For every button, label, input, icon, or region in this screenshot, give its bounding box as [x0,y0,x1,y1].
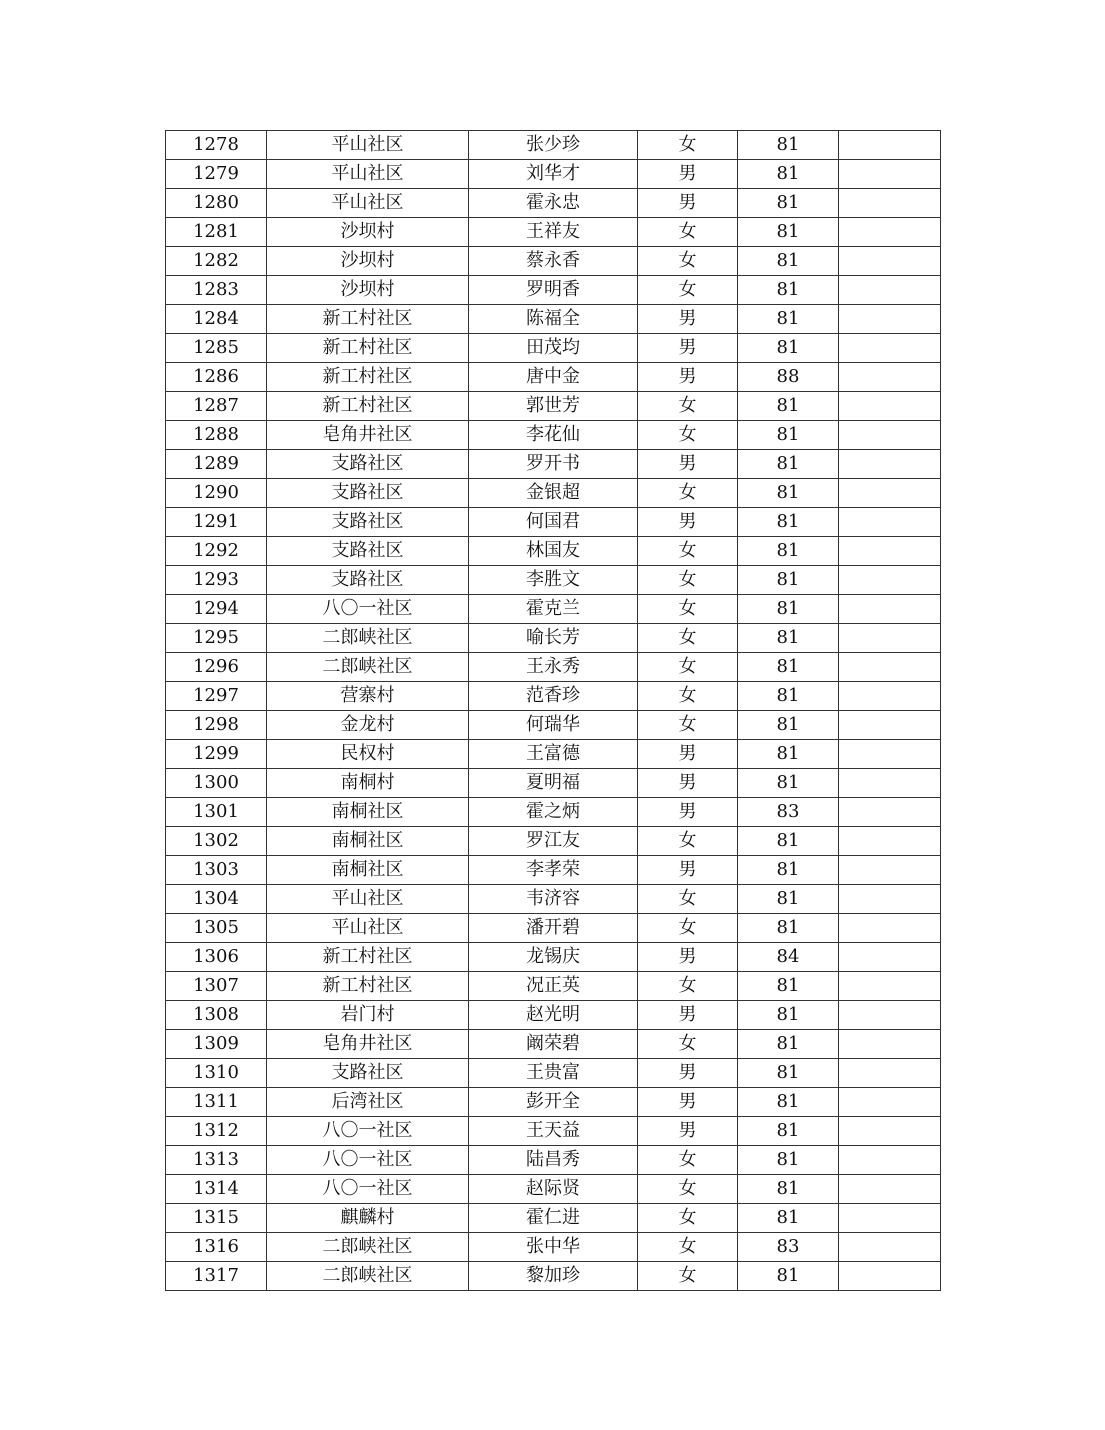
community-cell: 八〇一社区 [267,1175,469,1204]
age-cell: 81 [738,972,839,1001]
community-cell: 沙坝村 [267,276,469,305]
name-cell: 林国友 [469,537,638,566]
remark-cell [839,189,941,218]
name-cell: 王贵富 [469,1059,638,1088]
community-cell: 后湾社区 [267,1088,469,1117]
community-cell: 民权村 [267,740,469,769]
remark-cell [839,827,941,856]
age-cell: 81 [738,421,839,450]
remark-cell [839,421,941,450]
table-row [166,363,941,392]
serial-number-cell: 1284 [166,305,267,334]
serial-number-cell: 1289 [166,450,267,479]
age-cell: 81 [738,189,839,218]
remark-cell [839,131,941,160]
gender-cell: 女 [638,653,738,682]
serial-number-cell: 1317 [166,1262,267,1291]
gender-cell: 女 [638,1204,738,1233]
serial-number-cell: 1315 [166,1204,267,1233]
gender-cell: 女 [638,1175,738,1204]
remark-cell [839,392,941,421]
age-cell: 81 [738,131,839,160]
table-row [166,1001,941,1030]
name-cell: 霍永忠 [469,189,638,218]
remark-cell [839,1233,941,1262]
age-cell: 81 [738,1146,839,1175]
name-cell: 蔡永香 [469,247,638,276]
table-row [166,537,941,566]
gender-cell: 女 [638,392,738,421]
community-cell: 营寨村 [267,682,469,711]
remark-cell [839,450,941,479]
name-cell: 彭开全 [469,1088,638,1117]
remark-cell [839,247,941,276]
table-row [166,1059,941,1088]
table-row [166,798,941,827]
serial-number-cell: 1296 [166,653,267,682]
table-row [166,479,941,508]
remark-cell [839,798,941,827]
remark-cell [839,711,941,740]
age-cell: 81 [738,856,839,885]
table-row [166,450,941,479]
serial-number-cell: 1310 [166,1059,267,1088]
gender-cell: 女 [638,914,738,943]
community-cell: 岩门村 [267,1001,469,1030]
remark-cell [839,769,941,798]
table-row [166,566,941,595]
age-cell: 81 [738,914,839,943]
table-row [166,160,941,189]
age-cell: 81 [738,1175,839,1204]
name-cell: 李花仙 [469,421,638,450]
serial-number-cell: 1293 [166,566,267,595]
community-cell: 皂角井社区 [267,1030,469,1059]
serial-number-cell: 1290 [166,479,267,508]
elderly-roster-table [165,130,941,1291]
table-row [166,914,941,943]
gender-cell: 男 [638,798,738,827]
table-row [166,1030,941,1059]
serial-number-cell: 1279 [166,160,267,189]
name-cell: 王富德 [469,740,638,769]
gender-cell: 女 [638,247,738,276]
name-cell: 夏明福 [469,769,638,798]
table-row [166,1204,941,1233]
name-cell: 喻长芳 [469,624,638,653]
remark-cell [839,624,941,653]
community-cell: 支路社区 [267,479,469,508]
table-row [166,1146,941,1175]
name-cell: 金银超 [469,479,638,508]
table-row [166,943,941,972]
remark-cell [839,1204,941,1233]
serial-number-cell: 1301 [166,798,267,827]
gender-cell: 女 [638,1146,738,1175]
age-cell: 81 [738,537,839,566]
table-row [166,740,941,769]
community-cell: 平山社区 [267,160,469,189]
table-row [166,131,941,160]
serial-number-cell: 1298 [166,711,267,740]
table-row [166,827,941,856]
serial-number-cell: 1282 [166,247,267,276]
name-cell: 陆昌秀 [469,1146,638,1175]
age-cell: 81 [738,885,839,914]
age-cell: 81 [738,479,839,508]
age-cell: 81 [738,334,839,363]
gender-cell: 男 [638,740,738,769]
community-cell: 南桐社区 [267,798,469,827]
community-cell: 支路社区 [267,508,469,537]
table-row [166,305,941,334]
gender-cell: 女 [638,131,738,160]
name-cell: 霍仁进 [469,1204,638,1233]
serial-number-cell: 1304 [166,885,267,914]
gender-cell: 女 [638,711,738,740]
name-cell: 李孝荣 [469,856,638,885]
community-cell: 新工村社区 [267,305,469,334]
gender-cell: 女 [638,624,738,653]
gender-cell: 男 [638,1001,738,1030]
name-cell: 况正英 [469,972,638,1001]
name-cell: 王祥友 [469,218,638,247]
community-cell: 八〇一社区 [267,1117,469,1146]
serial-number-cell: 1306 [166,943,267,972]
remark-cell [839,740,941,769]
community-cell: 新工村社区 [267,334,469,363]
gender-cell: 女 [638,479,738,508]
community-cell: 沙坝村 [267,218,469,247]
gender-cell: 女 [638,566,738,595]
serial-number-cell: 1307 [166,972,267,1001]
table-row [166,189,941,218]
age-cell: 81 [738,624,839,653]
gender-cell: 女 [638,537,738,566]
serial-number-cell: 1285 [166,334,267,363]
age-cell: 81 [738,1262,839,1291]
name-cell: 阚荣碧 [469,1030,638,1059]
gender-cell: 男 [638,305,738,334]
age-cell: 81 [738,740,839,769]
table-row [166,1233,941,1262]
gender-cell: 女 [638,972,738,1001]
age-cell: 81 [738,218,839,247]
community-cell: 支路社区 [267,450,469,479]
remark-cell [839,653,941,682]
remark-cell [839,595,941,624]
name-cell: 赵际贤 [469,1175,638,1204]
gender-cell: 男 [638,508,738,537]
remark-cell [839,1262,941,1291]
community-cell: 平山社区 [267,131,469,160]
serial-number-cell: 1278 [166,131,267,160]
serial-number-cell: 1303 [166,856,267,885]
gender-cell: 女 [638,276,738,305]
remark-cell [839,218,941,247]
serial-number-cell: 1288 [166,421,267,450]
serial-number-cell: 1311 [166,1088,267,1117]
community-cell: 支路社区 [267,537,469,566]
community-cell: 平山社区 [267,885,469,914]
age-cell: 81 [738,595,839,624]
age-cell: 81 [738,1030,839,1059]
gender-cell: 女 [638,595,738,624]
age-cell: 81 [738,1001,839,1030]
community-cell: 皂角井社区 [267,421,469,450]
gender-cell: 男 [638,334,738,363]
remark-cell [839,1175,941,1204]
age-cell: 81 [738,682,839,711]
age-cell: 81 [738,305,839,334]
community-cell: 二郎峡社区 [267,653,469,682]
community-cell: 新工村社区 [267,392,469,421]
table-row [166,1175,941,1204]
community-cell: 南桐社区 [267,827,469,856]
table-row [166,508,941,537]
name-cell: 何国君 [469,508,638,537]
serial-number-cell: 1283 [166,276,267,305]
name-cell: 郭世芳 [469,392,638,421]
name-cell: 王永秀 [469,653,638,682]
gender-cell: 男 [638,769,738,798]
gender-cell: 女 [638,1030,738,1059]
table-row [166,392,941,421]
community-cell: 新工村社区 [267,972,469,1001]
table-row [166,711,941,740]
name-cell: 陈福全 [469,305,638,334]
community-cell: 二郎峡社区 [267,1233,469,1262]
remark-cell [839,682,941,711]
remark-cell [839,508,941,537]
name-cell: 龙锡庆 [469,943,638,972]
age-cell: 84 [738,943,839,972]
remark-cell [839,943,941,972]
gender-cell: 男 [638,189,738,218]
age-cell: 81 [738,1059,839,1088]
table-row [166,247,941,276]
gender-cell: 女 [638,885,738,914]
name-cell: 罗江友 [469,827,638,856]
age-cell: 81 [738,827,839,856]
serial-number-cell: 1295 [166,624,267,653]
remark-cell [839,566,941,595]
gender-cell: 男 [638,160,738,189]
serial-number-cell: 1286 [166,363,267,392]
serial-number-cell: 1299 [166,740,267,769]
table-row [166,682,941,711]
age-cell: 81 [738,653,839,682]
table-row [166,276,941,305]
name-cell: 黎加珍 [469,1262,638,1291]
community-cell: 二郎峡社区 [267,1262,469,1291]
serial-number-cell: 1312 [166,1117,267,1146]
age-cell: 83 [738,1233,839,1262]
remark-cell [839,856,941,885]
age-cell: 81 [738,1088,839,1117]
name-cell: 潘开碧 [469,914,638,943]
serial-number-cell: 1302 [166,827,267,856]
remark-cell [839,914,941,943]
age-cell: 81 [738,566,839,595]
age-cell: 81 [738,247,839,276]
table-row [166,856,941,885]
age-cell: 83 [738,798,839,827]
age-cell: 81 [738,769,839,798]
table-row [166,653,941,682]
gender-cell: 女 [638,421,738,450]
remark-cell [839,537,941,566]
serial-number-cell: 1305 [166,914,267,943]
name-cell: 张中华 [469,1233,638,1262]
table-row [166,769,941,798]
remark-cell [839,972,941,1001]
community-cell: 二郎峡社区 [267,624,469,653]
gender-cell: 女 [638,1262,738,1291]
gender-cell: 男 [638,1059,738,1088]
name-cell: 田茂均 [469,334,638,363]
serial-number-cell: 1308 [166,1001,267,1030]
roster-body [166,131,941,1291]
age-cell: 81 [738,711,839,740]
community-cell: 支路社区 [267,1059,469,1088]
serial-number-cell: 1287 [166,392,267,421]
name-cell: 赵光明 [469,1001,638,1030]
gender-cell: 男 [638,363,738,392]
serial-number-cell: 1300 [166,769,267,798]
name-cell: 罗明香 [469,276,638,305]
gender-cell: 女 [638,682,738,711]
remark-cell [839,1030,941,1059]
remark-cell [839,334,941,363]
serial-number-cell: 1313 [166,1146,267,1175]
age-cell: 81 [738,276,839,305]
serial-number-cell: 1280 [166,189,267,218]
name-cell: 张少珍 [469,131,638,160]
gender-cell: 女 [638,218,738,247]
name-cell: 霍之炳 [469,798,638,827]
serial-number-cell: 1297 [166,682,267,711]
table-row [166,595,941,624]
remark-cell [839,1117,941,1146]
gender-cell: 男 [638,943,738,972]
table-row [166,624,941,653]
remark-cell [839,305,941,334]
community-cell: 八〇一社区 [267,1146,469,1175]
community-cell: 金龙村 [267,711,469,740]
gender-cell: 女 [638,827,738,856]
name-cell: 李胜文 [469,566,638,595]
remark-cell [839,1059,941,1088]
gender-cell: 男 [638,450,738,479]
remark-cell [839,160,941,189]
age-cell: 81 [738,1117,839,1146]
gender-cell: 女 [638,1233,738,1262]
serial-number-cell: 1291 [166,508,267,537]
name-cell: 罗开书 [469,450,638,479]
serial-number-cell: 1294 [166,595,267,624]
remark-cell [839,885,941,914]
name-cell: 何瑞华 [469,711,638,740]
community-cell: 平山社区 [267,189,469,218]
gender-cell: 男 [638,1117,738,1146]
community-cell: 沙坝村 [267,247,469,276]
serial-number-cell: 1281 [166,218,267,247]
serial-number-cell: 1309 [166,1030,267,1059]
name-cell: 范香珍 [469,682,638,711]
table-row [166,1088,941,1117]
community-cell: 支路社区 [267,566,469,595]
table-row [166,334,941,363]
gender-cell: 男 [638,856,738,885]
table-row [166,1117,941,1146]
table-row [166,885,941,914]
community-cell: 麒麟村 [267,1204,469,1233]
remark-cell [839,1001,941,1030]
remark-cell [839,363,941,392]
remark-cell [839,479,941,508]
community-cell: 八〇一社区 [267,595,469,624]
remark-cell [839,1088,941,1117]
community-cell: 南桐村 [267,769,469,798]
serial-number-cell: 1292 [166,537,267,566]
age-cell: 81 [738,1204,839,1233]
community-cell: 新工村社区 [267,363,469,392]
community-cell: 南桐社区 [267,856,469,885]
name-cell: 韦济容 [469,885,638,914]
community-cell: 平山社区 [267,914,469,943]
name-cell: 王天益 [469,1117,638,1146]
age-cell: 88 [738,363,839,392]
name-cell: 唐中金 [469,363,638,392]
age-cell: 81 [738,160,839,189]
remark-cell [839,276,941,305]
name-cell: 刘华才 [469,160,638,189]
age-cell: 81 [738,392,839,421]
table-row [166,421,941,450]
table-row [166,1262,941,1291]
age-cell: 81 [738,450,839,479]
table-row [166,218,941,247]
table-row [166,972,941,1001]
age-cell: 81 [738,508,839,537]
gender-cell: 男 [638,1088,738,1117]
remark-cell [839,1146,941,1175]
name-cell: 霍克兰 [469,595,638,624]
serial-number-cell: 1316 [166,1233,267,1262]
serial-number-cell: 1314 [166,1175,267,1204]
community-cell: 新工村社区 [267,943,469,972]
